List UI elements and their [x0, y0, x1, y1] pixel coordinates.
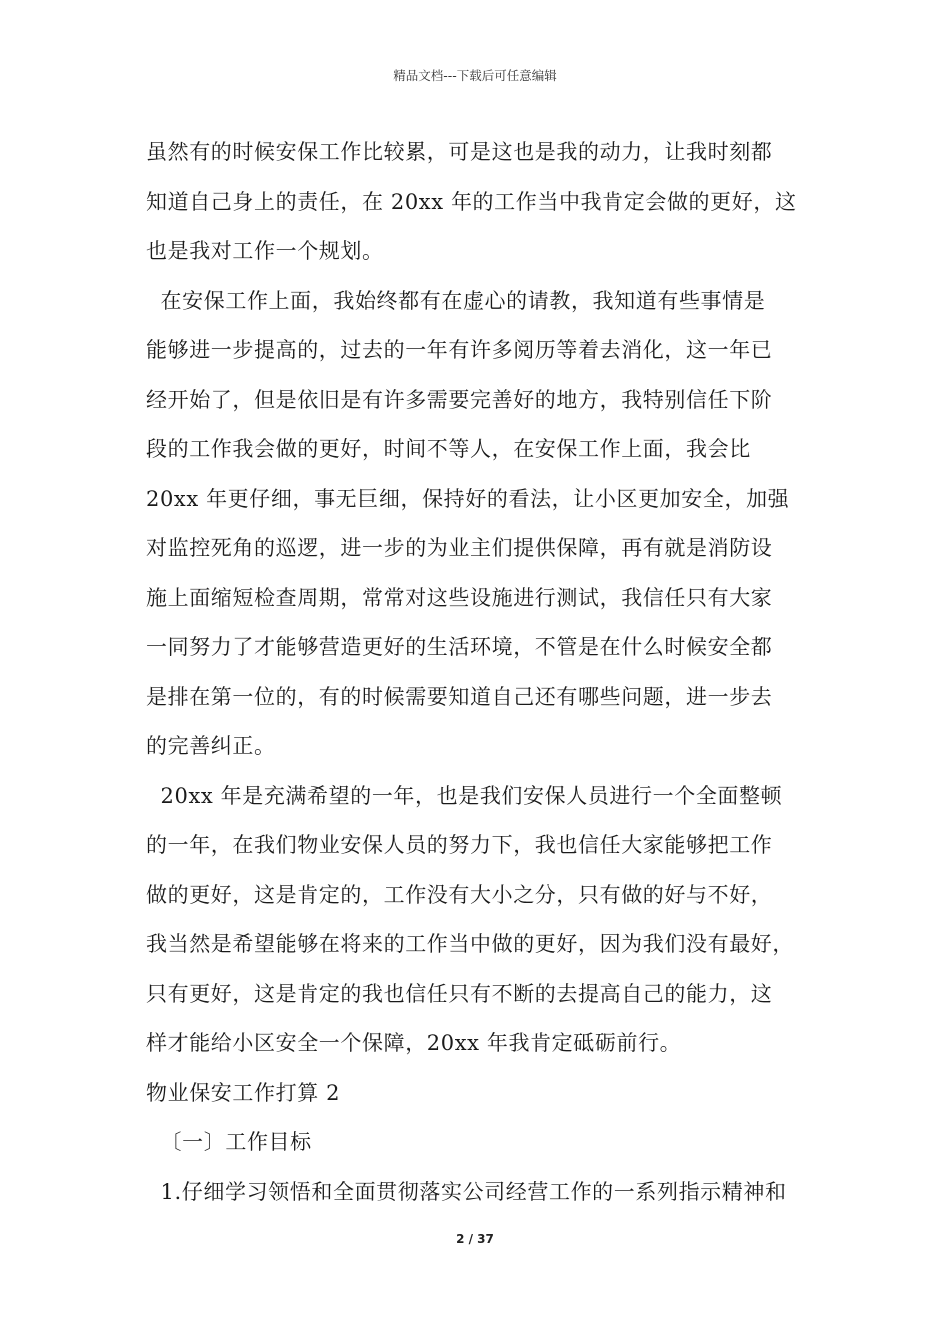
text-line: 段的工作我会做的更好，时间不等人，在安保工作上面，我会比: [146, 437, 751, 461]
text-line: 知道自己身上的责任，在 20xx 年的工作当中我肯定会做的更好，这: [146, 189, 797, 214]
text-line: 1.仔细学习领悟和全面贯彻落实公司经营工作的一系列指示精神和: [146, 1179, 787, 1204]
page-header: 精品文档---下载后可任意编辑: [393, 68, 557, 83]
text-line: 做的更好，这是肯定的，工作没有大小之分，只有做的好与不好，: [146, 882, 773, 907]
document-body: [146, 128, 826, 1217]
text-line: 对监控死角的巡逻，进一步的为业主们提供保障，再有就是消防设: [146, 536, 773, 560]
text-line: 一同努力了才能够营造更好的生活环境，不管是在什么时候安全都: [146, 635, 773, 659]
text-line: 只有更好，这是肯定的我也信任只有不断的去提高自己的能力，这: [146, 981, 773, 1006]
text-line: 能够进一步提高的，过去的一年有许多阅历等着去消化，这一年已: [146, 338, 773, 362]
section-heading: 物业保安工作打算 2: [146, 1080, 341, 1105]
text-line: 是排在第一位的，有的时候需要知道自己还有哪些问题，进一步去: [146, 684, 773, 709]
text-line: 在安保工作上面，我始终都有在虚心的请教，我知道有些事情是: [146, 288, 766, 313]
text-line: 20xx 年更仔细，事无巨细，保持好的看法，让小区更加安全，加强: [146, 486, 790, 511]
subsection-heading: 〔一〕工作目标: [146, 1130, 312, 1154]
text-line: 样才能给小区安全一个保障，20xx 年我肯定砥砺前行。: [146, 1031, 682, 1055]
text-line: 20xx 年是充满希望的一年，也是我们安保人员进行一个全面整顿: [146, 783, 783, 808]
text-line: 的完善纠正。: [146, 734, 276, 758]
text-line: 经开始了，但是依旧是有许多需要完善好的地方，我特别信任下阶: [146, 387, 773, 412]
text-line: 我当然是希望能够在将来的工作当中做的更好，因为我们没有最好，: [146, 932, 794, 956]
text-line: 的一年，在我们物业安保人员的努力下，我也信任大家能够把工作: [146, 833, 773, 857]
text-line: 虽然有的时候安保工作比较累，可是这也是我的动力，让我时刻都: [146, 140, 773, 164]
page-number: 2 / 37: [456, 1232, 494, 1246]
text-line: 施上面缩短检查周期，常常对这些设施进行测试，我信任只有大家: [146, 585, 773, 610]
text-line: 也是我对工作一个规划。: [146, 239, 384, 263]
